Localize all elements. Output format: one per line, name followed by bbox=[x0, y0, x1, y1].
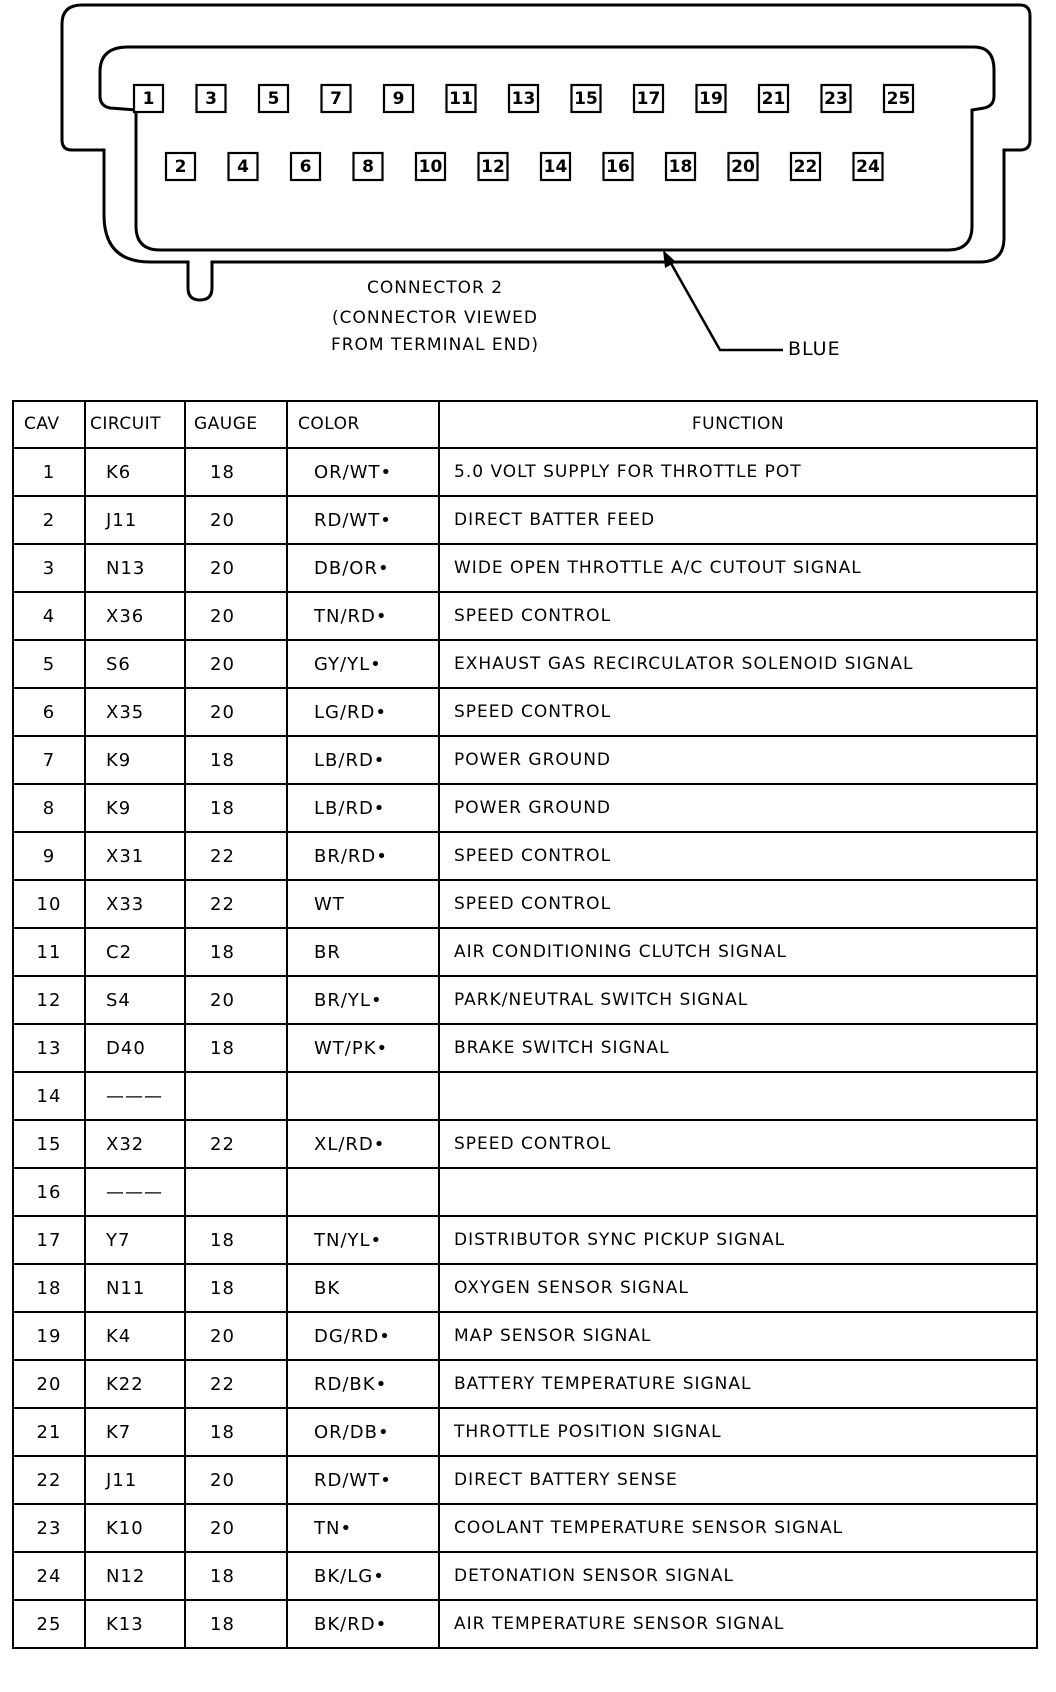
cell-color: LB/RD• bbox=[287, 736, 439, 784]
cell-gauge: 18 bbox=[185, 1024, 287, 1072]
table-row bbox=[13, 496, 1037, 544]
pin-top-0 bbox=[134, 85, 163, 112]
pin-bottom-6 bbox=[541, 153, 570, 180]
cell-color: RD/BK• bbox=[287, 1360, 439, 1408]
cell-color: RD/WT• bbox=[287, 496, 439, 544]
cell-gauge: 20 bbox=[185, 688, 287, 736]
cell-cav: 12 bbox=[13, 976, 85, 1024]
cell-circuit: K7 bbox=[85, 1408, 185, 1456]
cell-color: DG/RD• bbox=[287, 1312, 439, 1360]
pin-bottom-10 bbox=[791, 153, 820, 180]
pin-label: 14 bbox=[543, 157, 568, 177]
cell-gauge: 18 bbox=[185, 448, 287, 496]
cell-function: AIR CONDITIONING CLUTCH SIGNAL bbox=[439, 928, 1037, 976]
cell-function: SPEED CONTROL bbox=[439, 880, 1037, 928]
pin-table-body bbox=[13, 448, 1037, 1648]
pin-label: 12 bbox=[481, 157, 505, 177]
pin-top-4 bbox=[384, 85, 413, 112]
cell-color: BR/YL• bbox=[287, 976, 439, 1024]
cell-gauge: 18 bbox=[185, 1600, 287, 1648]
cell-color: WT bbox=[287, 880, 439, 928]
connector-title: CONNECTOR 2 bbox=[366, 278, 504, 298]
connector-subtitle-line1: (CONNECTOR VIEWED bbox=[332, 308, 538, 328]
cell-gauge: 20 bbox=[185, 976, 287, 1024]
pin-bottom-4 bbox=[416, 153, 445, 180]
cell-function: SPEED CONTROL bbox=[439, 688, 1037, 736]
pin-top-10 bbox=[759, 85, 788, 112]
cell-function: DIRECT BATTERY SENSE bbox=[439, 1456, 1037, 1504]
cell-cav: 22 bbox=[13, 1456, 85, 1504]
table-row bbox=[13, 544, 1037, 592]
pin-label: 1 bbox=[142, 89, 155, 109]
cell-circuit: K22 bbox=[85, 1360, 185, 1408]
cell-circuit: J11 bbox=[85, 496, 185, 544]
cell-circuit: J11 bbox=[85, 1456, 185, 1504]
table-row bbox=[13, 1408, 1037, 1456]
pin-top-11 bbox=[822, 85, 851, 112]
cell-cav: 18 bbox=[13, 1264, 85, 1312]
table-row bbox=[13, 1456, 1037, 1504]
pin-top-12 bbox=[884, 85, 913, 112]
cell-function bbox=[439, 1072, 1037, 1120]
cell-color: DB/OR• bbox=[287, 544, 439, 592]
pin-bottom-2 bbox=[291, 153, 320, 180]
cell-function: OXYGEN SENSOR SIGNAL bbox=[439, 1264, 1037, 1312]
cell-gauge: 18 bbox=[185, 1552, 287, 1600]
cell-cav: 16 bbox=[13, 1168, 85, 1216]
blue-callout-arrowhead bbox=[663, 250, 676, 268]
pin-label: 20 bbox=[731, 157, 755, 177]
cell-cav: 13 bbox=[13, 1024, 85, 1072]
pin-bottom-3 bbox=[354, 153, 383, 180]
cell-function: DIRECT BATTER FEED bbox=[439, 496, 1037, 544]
cell-gauge: 22 bbox=[185, 880, 287, 928]
pin-top-2 bbox=[259, 85, 288, 112]
cell-color: TN/YL• bbox=[287, 1216, 439, 1264]
table-row bbox=[13, 736, 1037, 784]
cell-cav: 8 bbox=[13, 784, 85, 832]
cell-circuit: ——— bbox=[85, 1072, 185, 1120]
cell-circuit: K6 bbox=[85, 448, 185, 496]
table-row bbox=[13, 1360, 1037, 1408]
table-row bbox=[13, 1168, 1037, 1216]
cell-cav: 19 bbox=[13, 1312, 85, 1360]
table-row bbox=[13, 1504, 1037, 1552]
table-row bbox=[13, 976, 1037, 1024]
pin-bottom-5 bbox=[479, 153, 508, 180]
cell-cav: 3 bbox=[13, 544, 85, 592]
table-row bbox=[13, 1120, 1037, 1168]
header-cav: CAV bbox=[13, 401, 85, 448]
pin-label: 6 bbox=[299, 157, 312, 177]
pin-label: 16 bbox=[606, 157, 630, 177]
table-row bbox=[13, 880, 1037, 928]
cell-circuit: Y7 bbox=[85, 1216, 185, 1264]
cell-circuit: X36 bbox=[85, 592, 185, 640]
cell-function: DETONATION SENSOR SIGNAL bbox=[439, 1552, 1037, 1600]
cell-color bbox=[287, 1072, 439, 1120]
cell-function: MAP SENSOR SIGNAL bbox=[439, 1312, 1037, 1360]
header-color: COLOR bbox=[287, 401, 439, 448]
cell-color bbox=[287, 1168, 439, 1216]
cell-function: BRAKE SWITCH SIGNAL bbox=[439, 1024, 1037, 1072]
cell-function: POWER GROUND bbox=[439, 784, 1037, 832]
cell-circuit: D40 bbox=[85, 1024, 185, 1072]
cell-function: SPEED CONTROL bbox=[439, 1120, 1037, 1168]
header-gauge: GAUGE bbox=[185, 401, 287, 448]
pin-label: 24 bbox=[856, 157, 880, 177]
pin-label: 5 bbox=[267, 89, 280, 109]
cell-gauge bbox=[185, 1168, 287, 1216]
cell-gauge: 20 bbox=[185, 1312, 287, 1360]
pin-label: 19 bbox=[699, 89, 723, 109]
cell-circuit: N12 bbox=[85, 1552, 185, 1600]
table-row bbox=[13, 832, 1037, 880]
cell-color: TN/RD• bbox=[287, 592, 439, 640]
cell-circuit: K9 bbox=[85, 784, 185, 832]
cell-cav: 2 bbox=[13, 496, 85, 544]
cell-cav: 15 bbox=[13, 1120, 85, 1168]
header-function: FUNCTION bbox=[439, 401, 1037, 448]
connector-cavity-outline bbox=[100, 47, 994, 250]
cell-cav: 11 bbox=[13, 928, 85, 976]
cell-circuit: X35 bbox=[85, 688, 185, 736]
cell-cav: 7 bbox=[13, 736, 85, 784]
cell-gauge: 18 bbox=[185, 736, 287, 784]
table-row bbox=[13, 1600, 1037, 1648]
pin-bottom-9 bbox=[729, 153, 758, 180]
cell-function: DISTRIBUTOR SYNC PICKUP SIGNAL bbox=[439, 1216, 1037, 1264]
cell-gauge: 20 bbox=[185, 1456, 287, 1504]
cell-gauge: 22 bbox=[185, 832, 287, 880]
pin-top-6 bbox=[509, 85, 538, 112]
cell-color: LG/RD• bbox=[287, 688, 439, 736]
cell-color: GY/YL• bbox=[287, 640, 439, 688]
cell-cav: 25 bbox=[13, 1600, 85, 1648]
pin-top-1 bbox=[197, 85, 226, 112]
cell-color: WT/PK• bbox=[287, 1024, 439, 1072]
cell-cav: 6 bbox=[13, 688, 85, 736]
pin-bottom-11 bbox=[854, 153, 883, 180]
cell-function: THROTTLE POSITION SIGNAL bbox=[439, 1408, 1037, 1456]
cell-circuit: C2 bbox=[85, 928, 185, 976]
connector-color-label: BLUE bbox=[788, 338, 841, 360]
cell-function: 5.0 VOLT SUPPLY FOR THROTTLE POT bbox=[439, 448, 1037, 496]
cell-circuit: X32 bbox=[85, 1120, 185, 1168]
table-row bbox=[13, 1024, 1037, 1072]
table-row bbox=[13, 1264, 1037, 1312]
pin-top-3 bbox=[322, 85, 351, 112]
cell-gauge: 22 bbox=[185, 1120, 287, 1168]
cell-function: BATTERY TEMPERATURE SIGNAL bbox=[439, 1360, 1037, 1408]
table-row bbox=[13, 640, 1037, 688]
cell-circuit: ——— bbox=[85, 1168, 185, 1216]
pin-label: 9 bbox=[392, 89, 405, 109]
pin-label: 25 bbox=[886, 89, 911, 109]
pin-function-table bbox=[12, 400, 1038, 1649]
top-row-pins bbox=[134, 85, 913, 112]
cell-gauge: 20 bbox=[185, 592, 287, 640]
cell-gauge: 18 bbox=[185, 1216, 287, 1264]
table-row bbox=[13, 928, 1037, 976]
table-row bbox=[13, 784, 1037, 832]
cell-color: TN• bbox=[287, 1504, 439, 1552]
pin-label: 17 bbox=[636, 89, 661, 109]
pin-top-8 bbox=[634, 85, 663, 112]
pin-label: 18 bbox=[668, 157, 693, 177]
cell-gauge: 18 bbox=[185, 1408, 287, 1456]
pin-label: 2 bbox=[174, 157, 187, 177]
cell-cav: 4 bbox=[13, 592, 85, 640]
cell-function: COOLANT TEMPERATURE SENSOR SIGNAL bbox=[439, 1504, 1037, 1552]
table-header-row bbox=[13, 401, 1037, 448]
cell-color: XL/RD• bbox=[287, 1120, 439, 1168]
pin-top-5 bbox=[447, 85, 476, 112]
cell-circuit: S4 bbox=[85, 976, 185, 1024]
pin-label: 8 bbox=[362, 157, 374, 177]
cell-gauge: 18 bbox=[185, 1264, 287, 1312]
blue-callout-leader bbox=[668, 258, 783, 350]
pin-bottom-8 bbox=[666, 153, 695, 180]
cell-circuit: S6 bbox=[85, 640, 185, 688]
cell-cav: 24 bbox=[13, 1552, 85, 1600]
cell-function bbox=[439, 1168, 1037, 1216]
cell-color: BK bbox=[287, 1264, 439, 1312]
cell-function: POWER GROUND bbox=[439, 736, 1037, 784]
pin-top-7 bbox=[572, 85, 601, 112]
pin-bottom-0 bbox=[166, 153, 195, 180]
pin-bottom-1 bbox=[229, 153, 258, 180]
pin-label: 3 bbox=[205, 89, 217, 109]
cell-color: BR bbox=[287, 928, 439, 976]
cell-function: EXHAUST GAS RECIRCULATOR SOLENOID SIGNAL bbox=[439, 640, 1037, 688]
bottom-row-pins bbox=[166, 153, 883, 180]
cell-gauge bbox=[185, 1072, 287, 1120]
cell-cav: 1 bbox=[13, 448, 85, 496]
cell-circuit: X31 bbox=[85, 832, 185, 880]
cell-gauge: 18 bbox=[185, 928, 287, 976]
table-row bbox=[13, 1072, 1037, 1120]
pin-label: 15 bbox=[574, 89, 598, 109]
cell-gauge: 18 bbox=[185, 784, 287, 832]
cell-circuit: K4 bbox=[85, 1312, 185, 1360]
cell-color: LB/RD• bbox=[287, 784, 439, 832]
pin-label: 23 bbox=[824, 89, 848, 109]
pin-label: 4 bbox=[237, 157, 249, 177]
cell-gauge: 20 bbox=[185, 640, 287, 688]
cell-color: OR/WT• bbox=[287, 448, 439, 496]
cell-color: BK/RD• bbox=[287, 1600, 439, 1648]
pin-top-9 bbox=[697, 85, 726, 112]
cell-color: BK/LG• bbox=[287, 1552, 439, 1600]
cell-gauge: 20 bbox=[185, 1504, 287, 1552]
table-row bbox=[13, 1312, 1037, 1360]
cell-cav: 20 bbox=[13, 1360, 85, 1408]
pin-label: 10 bbox=[418, 157, 443, 177]
pin-bottom-7 bbox=[604, 153, 633, 180]
cell-cav: 9 bbox=[13, 832, 85, 880]
cell-color: BR/RD• bbox=[287, 832, 439, 880]
cell-circuit: N11 bbox=[85, 1264, 185, 1312]
cell-circuit: N13 bbox=[85, 544, 185, 592]
cell-gauge: 20 bbox=[185, 544, 287, 592]
pin-label: 11 bbox=[449, 89, 473, 109]
cell-color: OR/DB• bbox=[287, 1408, 439, 1456]
cell-gauge: 22 bbox=[185, 1360, 287, 1408]
cell-function: PARK/NEUTRAL SWITCH SIGNAL bbox=[439, 976, 1037, 1024]
cell-cav: 21 bbox=[13, 1408, 85, 1456]
cell-cav: 17 bbox=[13, 1216, 85, 1264]
cell-gauge: 20 bbox=[185, 496, 287, 544]
table-row bbox=[13, 592, 1037, 640]
cell-circuit: K10 bbox=[85, 1504, 185, 1552]
pin-label: 22 bbox=[793, 157, 818, 177]
cell-function: SPEED CONTROL bbox=[439, 592, 1037, 640]
pin-label: 7 bbox=[330, 89, 342, 109]
pin-label: 21 bbox=[761, 89, 786, 109]
table-row bbox=[13, 1552, 1037, 1600]
pin-label: 13 bbox=[511, 89, 536, 109]
cell-circuit: K13 bbox=[85, 1600, 185, 1648]
table-row bbox=[13, 1216, 1037, 1264]
connector-subtitle-line2: FROM TERMINAL END) bbox=[330, 335, 540, 355]
cell-cav: 5 bbox=[13, 640, 85, 688]
cell-circuit: X33 bbox=[85, 880, 185, 928]
header-circuit: CIRCUIT bbox=[85, 401, 185, 448]
cell-function: SPEED CONTROL bbox=[439, 832, 1037, 880]
cell-circuit: K9 bbox=[85, 736, 185, 784]
cell-color: RD/WT• bbox=[287, 1456, 439, 1504]
table-row bbox=[13, 448, 1037, 496]
cell-cav: 23 bbox=[13, 1504, 85, 1552]
table-row bbox=[13, 688, 1037, 736]
cell-cav: 10 bbox=[13, 880, 85, 928]
cell-cav: 14 bbox=[13, 1072, 85, 1120]
cell-function: WIDE OPEN THROTTLE A/C CUTOUT SIGNAL bbox=[439, 544, 1037, 592]
cell-function: AIR TEMPERATURE SENSOR SIGNAL bbox=[439, 1600, 1037, 1648]
